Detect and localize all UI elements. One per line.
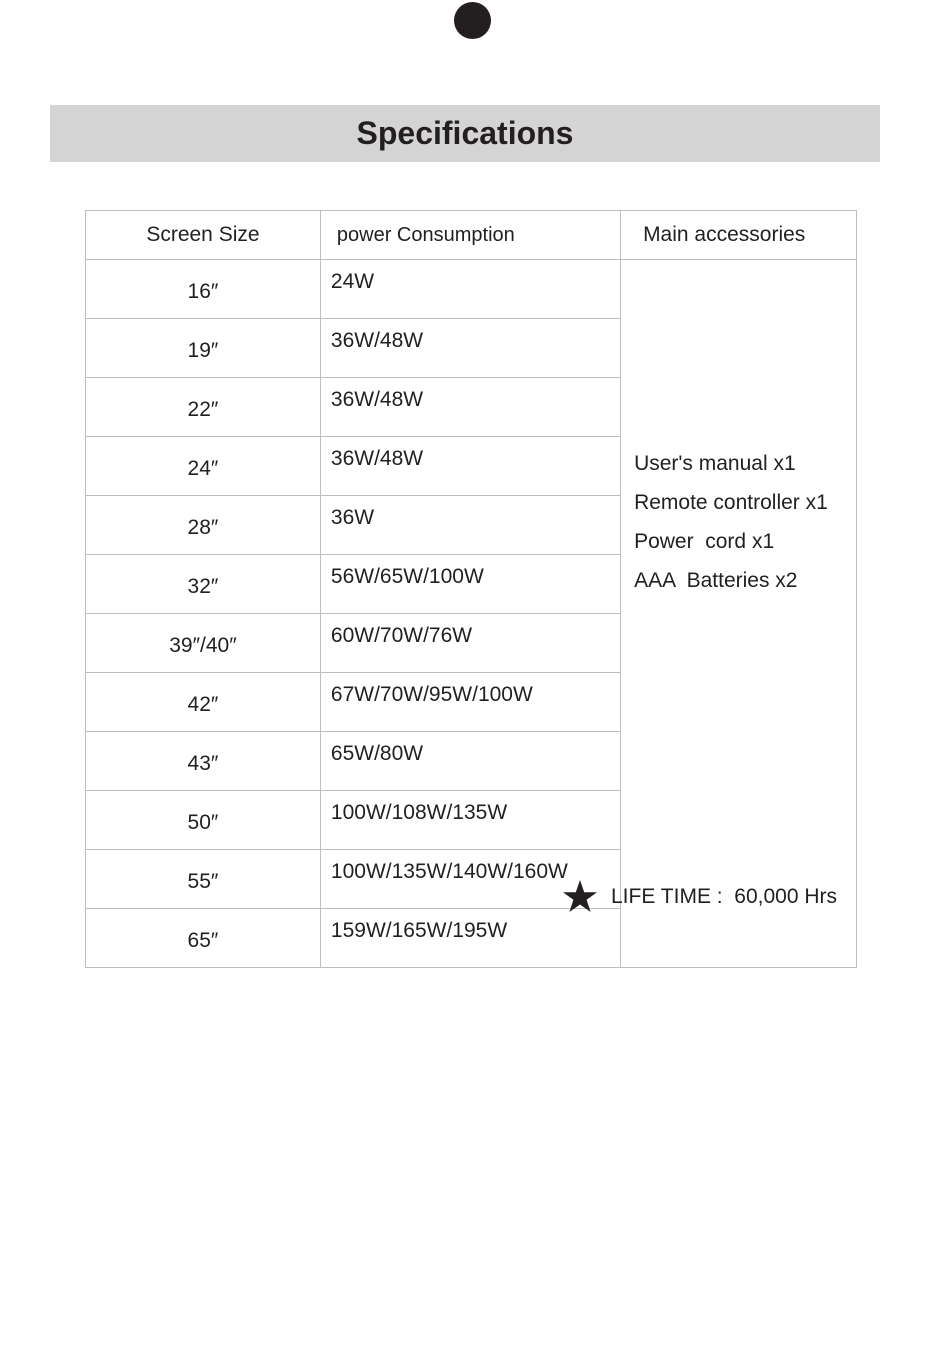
page-marker-dot xyxy=(454,2,491,39)
screen-size-cell: 55″ xyxy=(86,850,321,909)
power-consumption-cell: 56W/65W/100W xyxy=(320,555,620,614)
lifetime-note xyxy=(562,877,837,917)
screen-size-cell: 39″/40″ xyxy=(86,614,321,673)
column-header-main-accessories: Main accessories xyxy=(621,211,857,260)
accessories-cell xyxy=(621,260,857,968)
screen-size-cell: 16″ xyxy=(86,260,321,319)
specifications-table xyxy=(85,210,857,968)
screen-size-cell: 22″ xyxy=(86,378,321,437)
screen-size-cell: 32″ xyxy=(86,555,321,614)
power-consumption-cell: 159W/165W/195W xyxy=(320,909,620,968)
column-header-power-consumption: power Consumption xyxy=(320,211,620,260)
power-consumption-cell: 67W/70W/95W/100W xyxy=(320,673,620,732)
column-header-screen-size: Screen Size xyxy=(86,211,321,260)
accessory-item: Power cord x1 xyxy=(634,530,775,553)
power-consumption-cell: 36W/48W xyxy=(320,319,620,378)
power-consumption-cell: 100W/108W/135W xyxy=(320,791,620,850)
screen-size-cell: 24″ xyxy=(86,437,321,496)
power-consumption-cell: 60W/70W/76W xyxy=(320,614,620,673)
table-header-row xyxy=(86,211,857,260)
screen-size-cell: 43″ xyxy=(86,732,321,791)
accessory-item: AAA Batteries x2 xyxy=(634,569,798,592)
lifetime-text: LIFE TIME : 60,000 Hrs xyxy=(611,885,838,908)
power-consumption-cell: 36W/48W xyxy=(320,378,620,437)
star-icon xyxy=(562,879,598,915)
screen-size-cell: 19″ xyxy=(86,319,321,378)
power-consumption-cell: 100W/135W/140W/160W xyxy=(320,850,620,909)
title-bar xyxy=(50,105,880,162)
page-title: Specifications xyxy=(356,115,574,151)
screen-size-cell: 42″ xyxy=(86,673,321,732)
accessories-list xyxy=(634,454,856,610)
power-consumption-cell: 36W/48W xyxy=(320,437,620,496)
screen-size-cell: 65″ xyxy=(86,909,321,968)
screen-size-cell: 28″ xyxy=(86,496,321,555)
screen-size-cell: 50″ xyxy=(86,791,321,850)
power-consumption-cell: 65W/80W xyxy=(320,732,620,791)
power-consumption-cell: 24W xyxy=(320,260,620,319)
power-consumption-cell: 36W xyxy=(320,496,620,555)
accessory-item: User's manual x1 xyxy=(634,452,796,475)
table-row xyxy=(86,260,857,319)
accessory-item: Remote controller x1 xyxy=(634,491,828,514)
